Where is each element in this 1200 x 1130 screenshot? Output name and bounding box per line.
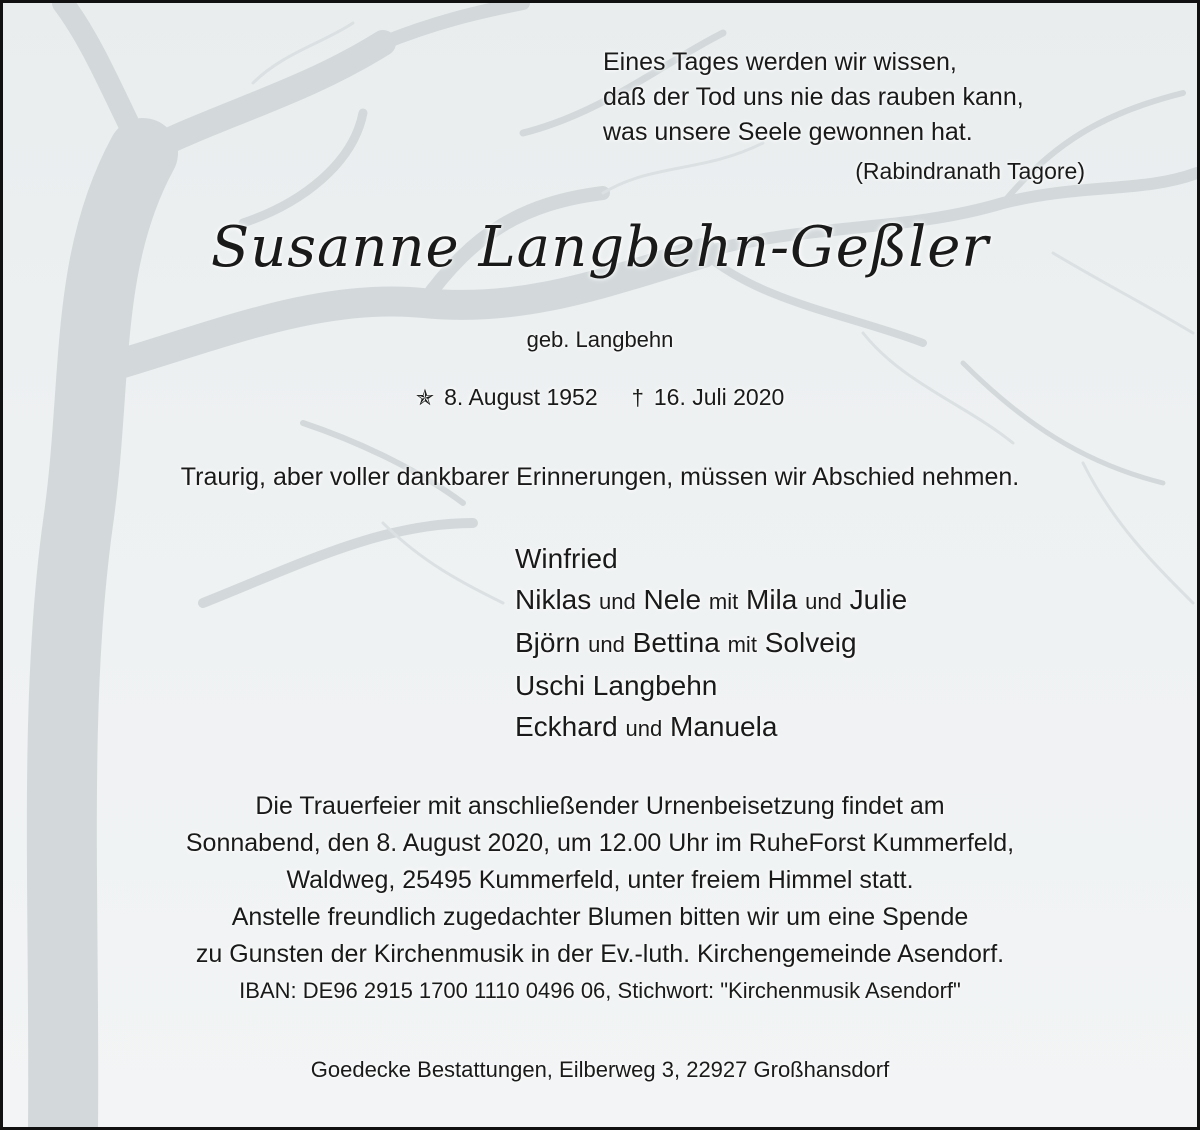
mourner-line — [515, 579, 907, 622]
funeral-home: Goedecke Bestattungen, Eilberweg 3, 22927 Großhansdorf — [310, 1057, 890, 1082]
birth-star-icon: ✯ — [415, 385, 435, 410]
donation-line: zu Gunsten der Kirchenmusik in der Ev.-luth. Kirchengemeinde Asendorf. — [195, 940, 1005, 968]
motto-line: was unsere Seele gewonnen hat. — [603, 118, 973, 146]
mourner-line — [515, 622, 907, 665]
ceremony-line: Waldweg, 25495 Kummerfeld, unter freiem Himmel statt. — [286, 866, 914, 894]
donation-line: Anstelle freundlich zugedachter Blumen bitten wir um eine Spende — [231, 903, 969, 931]
mourner-name: Bettina — [632, 627, 720, 658]
quote-author: (Rabindranath Tagore) — [855, 158, 1085, 184]
mourner-name: Uschi Langbehn — [515, 670, 718, 701]
motto-line: daß der Tod uns nie das rauben kann, — [603, 83, 1024, 111]
mourner-name: Björn — [515, 627, 581, 658]
ceremony-line: Sonnabend, den 8. August 2020, um 12.00 Uhr im RuheForst Kummerfeld, — [185, 829, 1015, 857]
connector-word: und — [599, 589, 636, 614]
family-mourners — [515, 538, 907, 749]
mourner-line — [515, 538, 907, 579]
farewell-sentence: Traurig, aber voller dankbarer Erinnerungen, müssen wir Abschied nehmen. — [180, 463, 1020, 491]
mourner-name: Manuela — [670, 711, 778, 742]
connector-word: und — [625, 716, 663, 741]
ceremony-details — [3, 788, 1197, 973]
mourner-name: Solveig — [764, 627, 857, 658]
death-cross-icon: † — [631, 385, 644, 410]
connector-word: mit — [727, 632, 757, 657]
life-dates — [3, 384, 1197, 411]
connector-word: und — [805, 589, 842, 614]
mourner-name: Winfried — [515, 543, 618, 574]
motto-quote — [603, 45, 1024, 150]
mourner-name: Nele — [643, 584, 702, 615]
mourner-line — [515, 706, 907, 749]
mourner-name: Mila — [746, 584, 798, 615]
mourner-name: Niklas — [515, 584, 592, 615]
motto-line: Eines Tages werden wir wissen, — [603, 48, 957, 76]
birth-date: 8. August 1952 — [444, 384, 598, 410]
maiden-name: geb. Langbehn — [526, 327, 674, 352]
mourner-name: Julie — [849, 584, 908, 615]
mourner-name: Eckhard — [515, 711, 618, 742]
ceremony-line: Die Trauerfeier mit anschließender Urnenbeisetzung findet am — [255, 792, 945, 820]
mourner-line — [515, 665, 907, 706]
deceased-name: Susanne Langbehn-Geßler — [210, 215, 990, 280]
connector-word: und — [588, 632, 625, 657]
death-date: 16. Juli 2020 — [653, 384, 785, 410]
connector-word: mit — [708, 589, 739, 614]
iban-line: IBAN: DE96 2915 1700 1110 0496 06, Stichwort: "Kirchenmusik Asendorf" — [239, 978, 961, 1003]
